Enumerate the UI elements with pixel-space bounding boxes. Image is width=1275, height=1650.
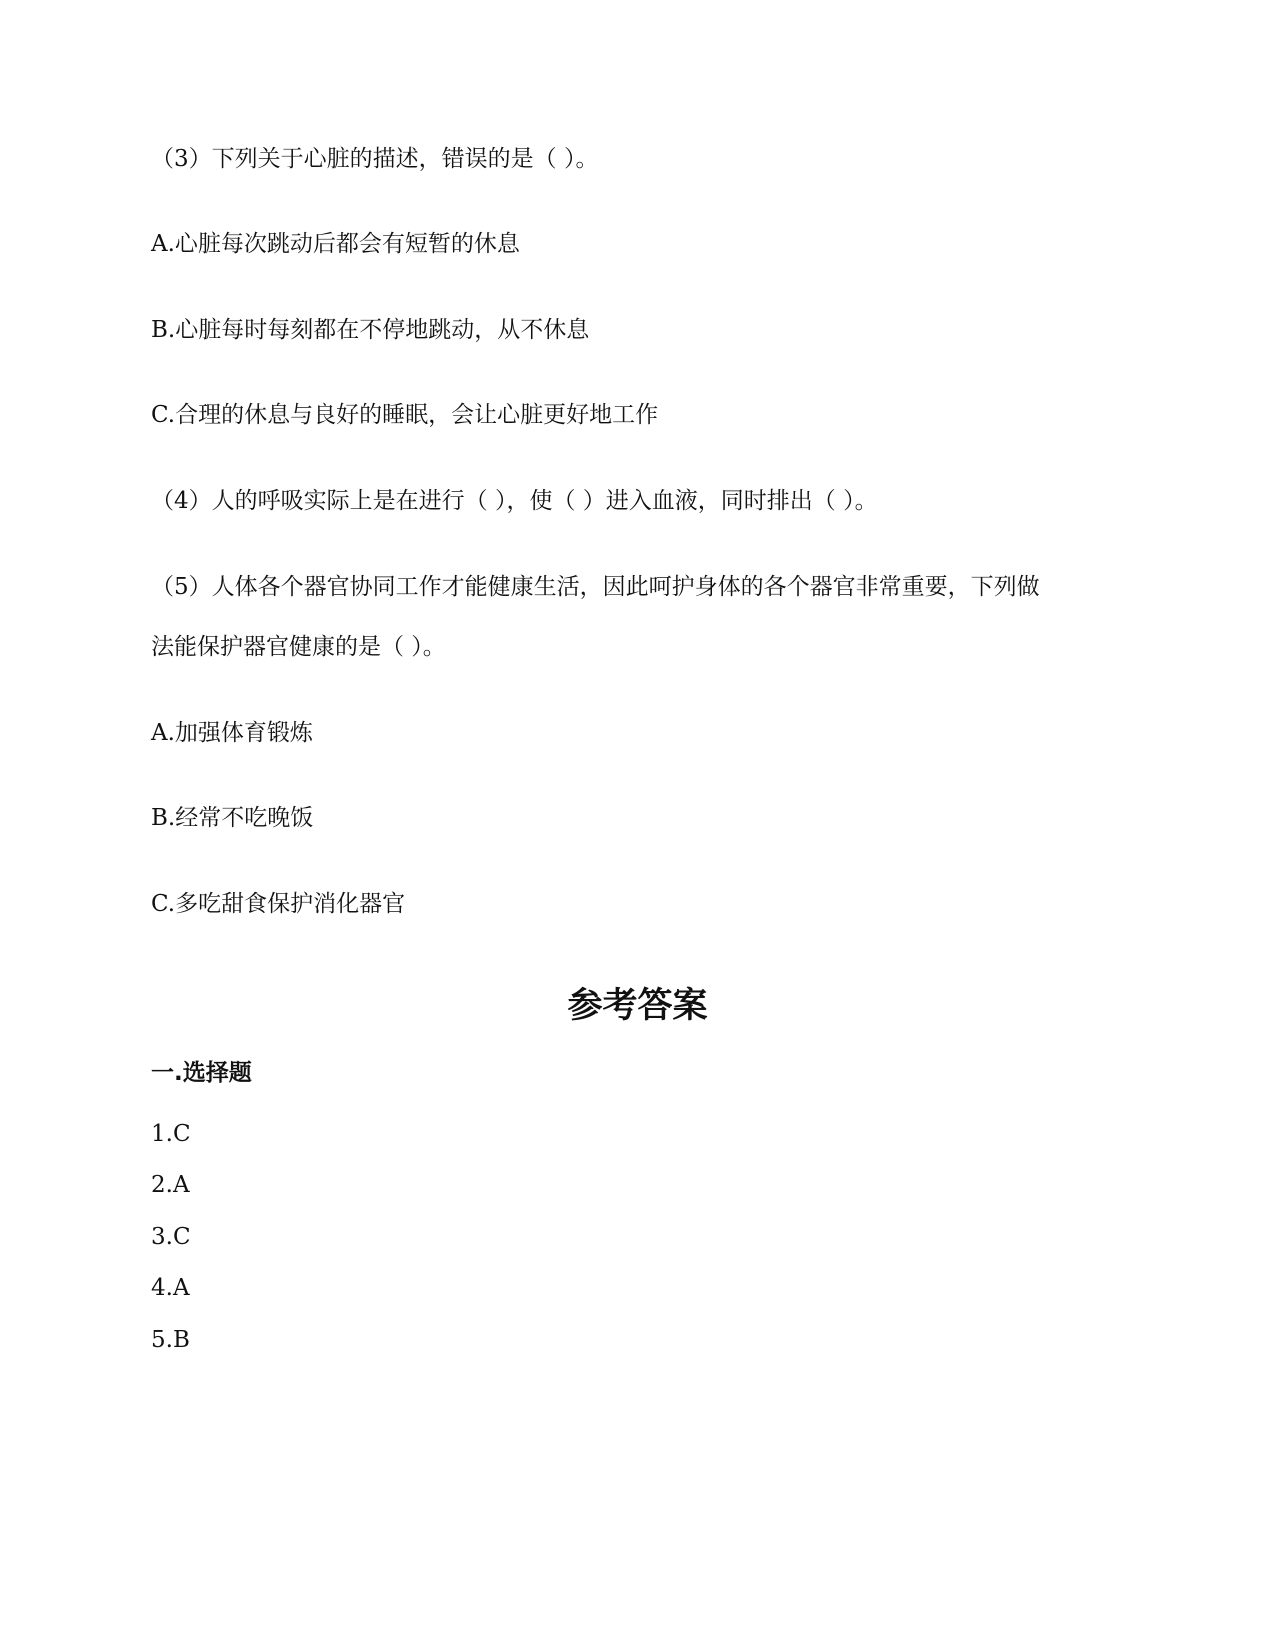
question-3-option-b: B.心脏每时每刻都在不停地跳动，从不休息 (151, 317, 590, 343)
question-4-stem: （4）人的呼吸实际上是在进行（ ），使（ ）进入血液，同时排出（ ）。 (151, 488, 878, 514)
answer-key-title: 参考答案 (567, 986, 708, 1026)
question-5-stem-line-2: 法能保护器官健康的是（ ）。 (151, 634, 446, 660)
question-5-option-a: A.加强体育锻炼 (151, 720, 313, 746)
question-3-option-a: A.心脏每次跳动后都会有短暂的休息 (151, 231, 520, 257)
question-5-option-b: B.经常不吃晚饭 (151, 805, 314, 831)
question-5-option-c: C.多吃甜食保护消化器官 (151, 891, 406, 917)
answer-section-heading: 一.选择题 (151, 1060, 252, 1086)
question-3-stem: （3）下列关于心脏的描述，错误的是（ ）。 (151, 146, 599, 172)
question-3-option-c: C.合理的休息与良好的睡眠，会让心脏更好地工作 (151, 402, 659, 428)
answer-item-3: 3.C (151, 1224, 191, 1250)
answer-item-1: 1.C (151, 1121, 191, 1147)
answer-item-5: 5.B (151, 1327, 190, 1353)
question-5-stem-line-1: （5）人体各个器官协同工作才能健康生活，因此呵护身体的各个器官非常重要，下列做 (151, 574, 1040, 600)
answer-item-4: 4.A (151, 1275, 190, 1301)
answer-item-2: 2.A (151, 1172, 190, 1198)
